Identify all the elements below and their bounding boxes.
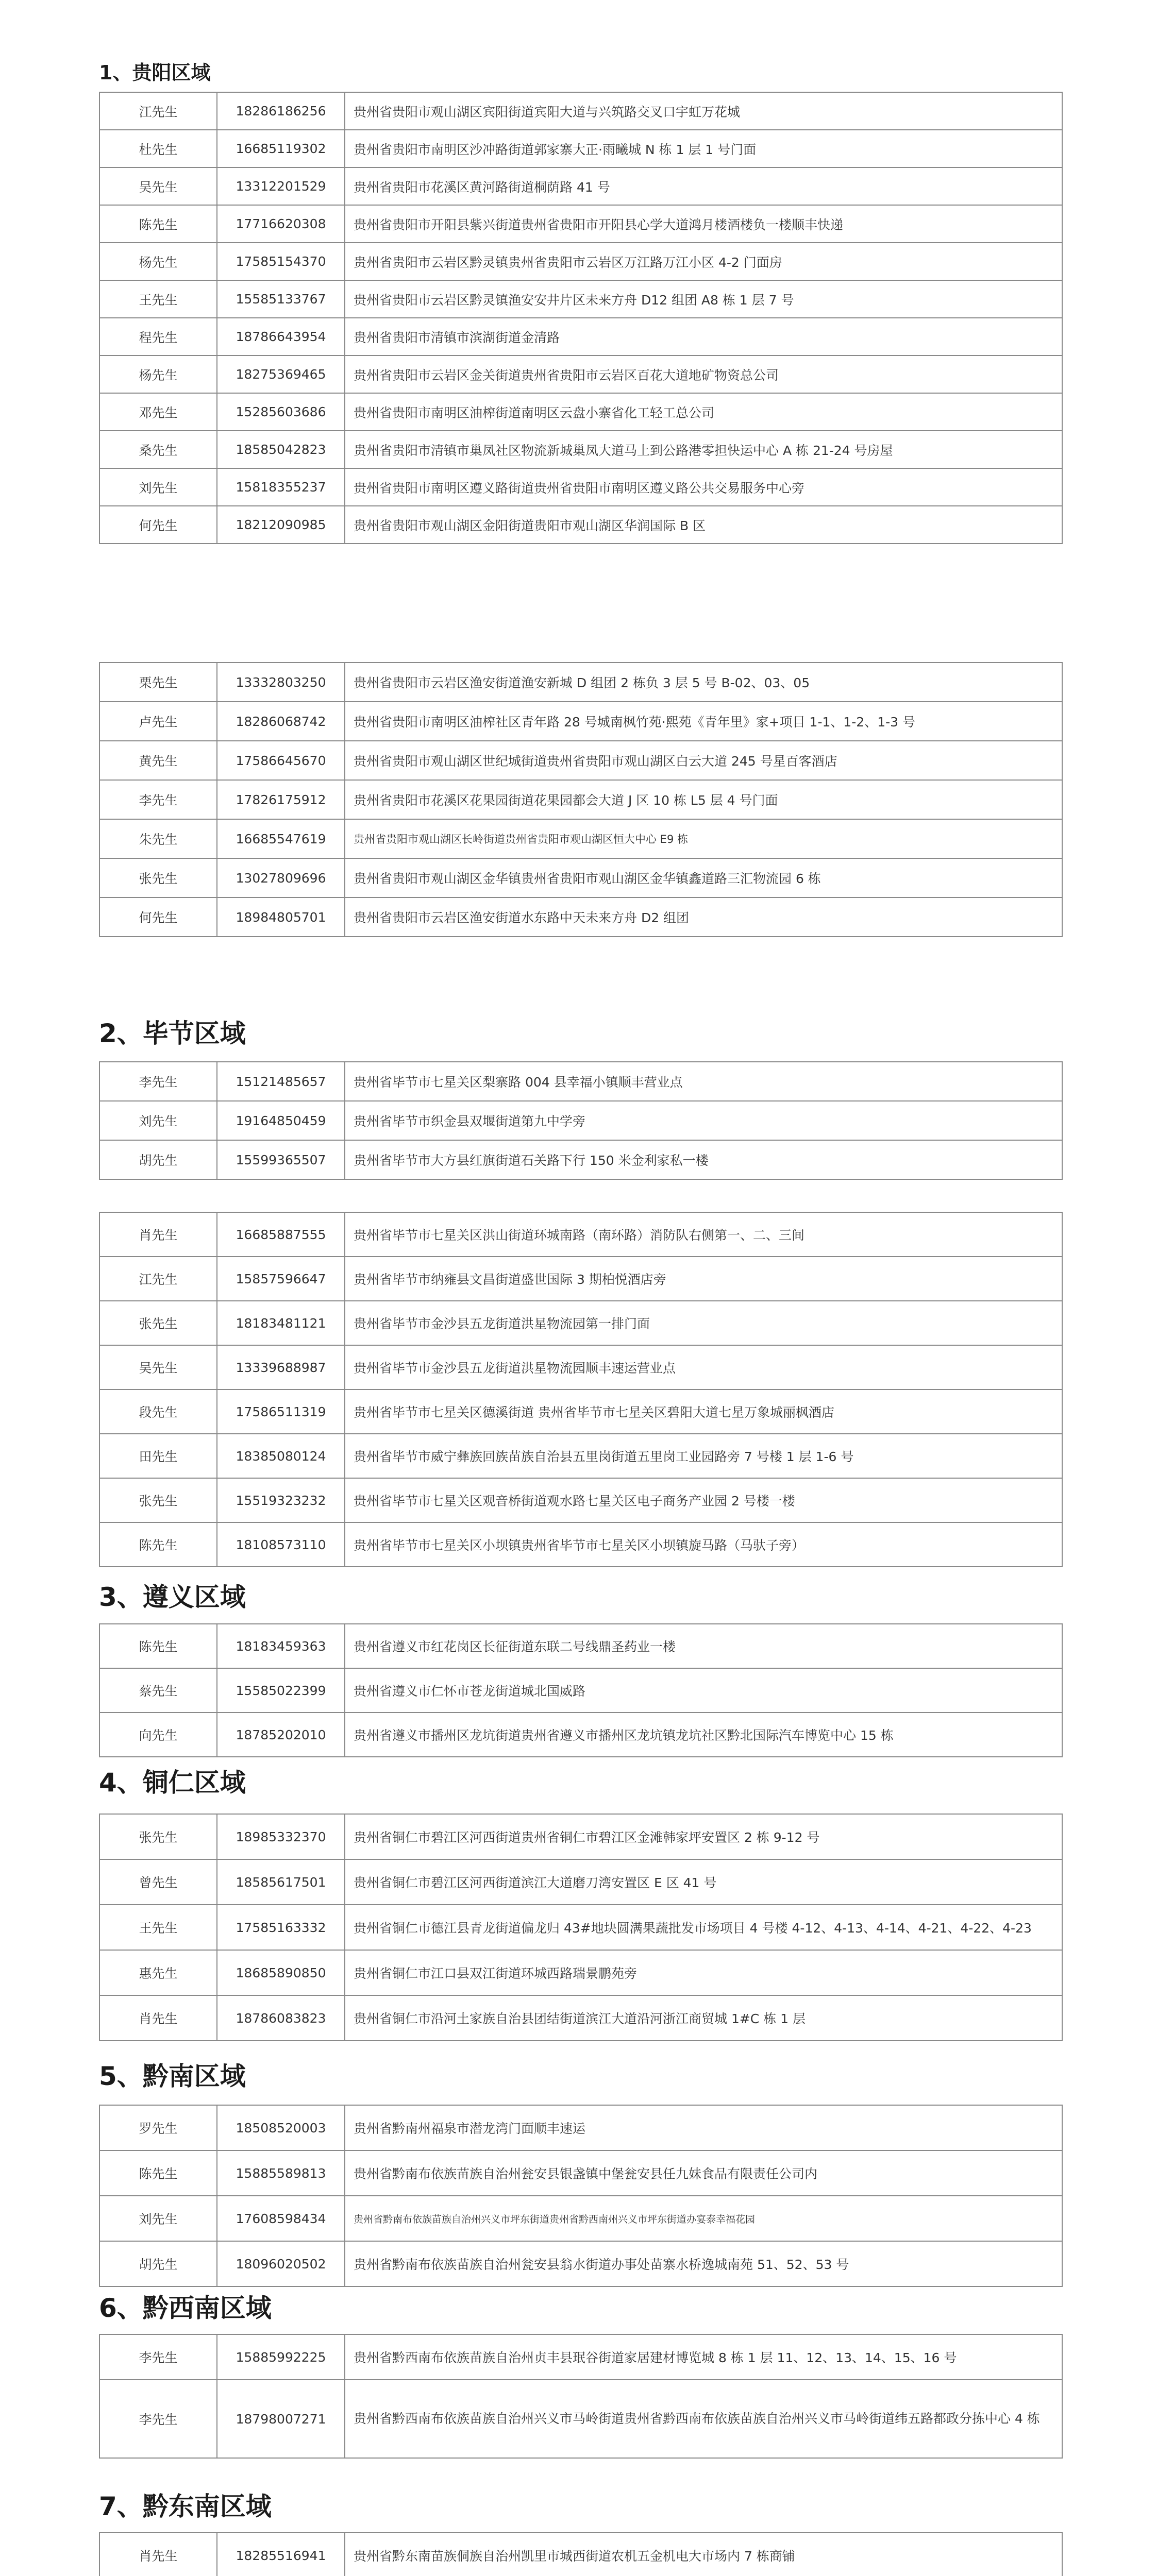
contact-phone: 17585163332 xyxy=(217,1905,345,1950)
contact-name: 何先生 xyxy=(99,506,217,544)
contact-phone: 15585133767 xyxy=(217,280,345,318)
contact-name: 程先生 xyxy=(99,318,217,355)
contact-address: 贵州省遵义市红花岗区长征街道东联二号线鼎圣药业一楼 xyxy=(345,1624,1062,1668)
section-title: 7、黔东南区域 xyxy=(99,2492,272,2521)
table-row xyxy=(99,1905,1062,1950)
table-row xyxy=(99,1668,1062,1713)
contact-phone: 18985332370 xyxy=(217,1814,345,1859)
table-row xyxy=(99,1257,1062,1301)
contact-phone: 18275369465 xyxy=(217,355,345,393)
contact-phone: 18385080124 xyxy=(217,1434,345,1478)
table-row xyxy=(99,858,1062,897)
contact-address: 贵州省贵阳市花溪区花果园街道花果园都会大道 J 区 10 栋 L5 层 4 号门面 xyxy=(345,780,1062,819)
table-row xyxy=(99,506,1062,544)
contact-address: 贵州省铜仁市沿河土家族自治县团结街道滨江大道沿河浙江商贸城 1#C 栋 1 层 xyxy=(345,1995,1062,2041)
table-row xyxy=(99,741,1062,780)
contact-table xyxy=(99,1814,1063,2041)
table-row xyxy=(99,243,1062,280)
table-row xyxy=(99,280,1062,318)
contact-name: 陈先生 xyxy=(99,2150,217,2196)
contact-phone: 18286068742 xyxy=(217,702,345,741)
contact-phone: 18785202010 xyxy=(217,1713,345,1757)
table-row xyxy=(99,2334,1062,2380)
table-row xyxy=(99,2380,1062,2458)
contact-phone: 17586511319 xyxy=(217,1389,345,1434)
table-row xyxy=(99,1995,1062,2041)
contact-address: 贵州省贵阳市云岩区黔灵镇贵州省贵阳市云岩区万江路万江小区 4-2 门面房 xyxy=(345,243,1062,280)
contact-address: 贵州省毕节市大方县红旗街道石关路下行 150 米金利家私一楼 xyxy=(345,1140,1062,1179)
contact-phone: 16685547619 xyxy=(217,819,345,858)
section-title: 5、黔南区域 xyxy=(99,2061,246,2091)
contact-name: 吴先生 xyxy=(99,167,217,205)
section-title: 3、遵义区域 xyxy=(99,1582,246,1612)
table-row xyxy=(99,2196,1062,2241)
contact-phone: 18285516941 xyxy=(217,2533,345,2576)
contact-phone: 18798007271 xyxy=(217,2380,345,2458)
table-row xyxy=(99,1522,1062,1567)
contact-name: 杨先生 xyxy=(99,243,217,280)
contact-name: 卢先生 xyxy=(99,702,217,741)
contact-name: 黄先生 xyxy=(99,741,217,780)
contact-name: 江先生 xyxy=(99,92,217,130)
contact-phone: 18212090985 xyxy=(217,506,345,544)
table-row xyxy=(99,1624,1062,1668)
contact-name: 张先生 xyxy=(99,1478,217,1522)
contact-address: 贵州省遵义市播州区龙坑街道贵州省遵义市播州区龙坑镇龙坑社区黔北国际汽车博览中心 15 栋 xyxy=(345,1713,1062,1757)
contact-name: 张先生 xyxy=(99,858,217,897)
contact-name: 惠先生 xyxy=(99,1950,217,1995)
table-row xyxy=(99,1389,1062,1434)
contact-address: 贵州省铜仁市德江县青龙街道偏龙归 43#地块圆满果蔬批发市场项目 4 号楼 4-12、4-13、4-14、4-21、4-22、4-23 xyxy=(345,1905,1062,1950)
section-title: 2、毕节区域 xyxy=(99,1019,246,1048)
table-row xyxy=(99,318,1062,355)
contact-address: 贵州省铜仁市江口县双江街道环城西路瑞景鹏苑旁 xyxy=(345,1950,1062,1995)
contact-address: 贵州省黔西南布依族苗族自治州贞丰县珉谷街道家居建材博览城 8 栋 1 层 11、12、13、14、15、16 号 xyxy=(345,2334,1062,2380)
table-row xyxy=(99,1713,1062,1757)
contact-phone: 17608598434 xyxy=(217,2196,345,2241)
contact-name: 张先生 xyxy=(99,1301,217,1345)
table-row xyxy=(99,431,1062,468)
contact-address: 贵州省黔南布依族苗族自治州兴义市坪东街道贵州省黔西南州兴义市坪东街道办宴泰幸福花园 xyxy=(345,2196,1062,2241)
contact-name: 段先生 xyxy=(99,1389,217,1434)
contact-address: 贵州省贵阳市观山湖区金华镇贵州省贵阳市观山湖区金华镇鑫道路三汇物流园 6 栋 xyxy=(345,858,1062,897)
table-row xyxy=(99,1345,1062,1389)
contact-name: 张先生 xyxy=(99,1814,217,1859)
contact-phone: 18286186256 xyxy=(217,92,345,130)
contact-table xyxy=(99,2532,1063,2576)
contact-address: 贵州省贵阳市花溪区黄河路街道桐荫路 41 号 xyxy=(345,167,1062,205)
contact-address: 贵州省毕节市七星关区小坝镇贵州省毕节市七星关区小坝镇旋马路（马驮子旁） xyxy=(345,1522,1062,1567)
contact-address: 贵州省贵阳市南明区遵义路街道贵州省贵阳市南明区遵义路公共交易服务中心旁 xyxy=(345,468,1062,506)
contact-phone: 15599365507 xyxy=(217,1140,345,1179)
contact-phone: 18183459363 xyxy=(217,1624,345,1668)
contact-address: 贵州省黔南布依族苗族自治州瓮安县银盏镇中堡瓮安县任九妹食品有限责任公司内 xyxy=(345,2150,1062,2196)
table-row xyxy=(99,1301,1062,1345)
contact-address: 贵州省毕节市七星关区观音桥街道观水路七星关区电子商务产业园 2 号楼一楼 xyxy=(345,1478,1062,1522)
contact-phone: 15585022399 xyxy=(217,1668,345,1713)
contact-name: 田先生 xyxy=(99,1434,217,1478)
table-row xyxy=(99,1101,1062,1140)
contact-phone: 15818355237 xyxy=(217,468,345,506)
contact-name: 胡先生 xyxy=(99,1140,217,1179)
contact-name: 桑先生 xyxy=(99,431,217,468)
contact-phone: 15885589813 xyxy=(217,2150,345,2196)
contact-phone: 13312201529 xyxy=(217,167,345,205)
contact-address: 贵州省铜仁市碧江区河西街道贵州省铜仁市碧江区金滩韩家坪安置区 2 栋 9-12 号 xyxy=(345,1814,1062,1859)
table-row xyxy=(99,1212,1062,1257)
table-row xyxy=(99,1950,1062,1995)
contact-address: 贵州省毕节市金沙县五龙街道洪星物流园顺丰速运营业点 xyxy=(345,1345,1062,1389)
contact-address: 贵州省毕节市织金县双堰街道第九中学旁 xyxy=(345,1101,1062,1140)
contact-phone: 13332803250 xyxy=(217,663,345,702)
table-row xyxy=(99,897,1062,937)
contact-address: 贵州省贵阳市南明区油榨社区青年路 28 号城南枫竹苑·熙苑《青年里》家+项目 1-1、1-2、1-3 号 xyxy=(345,702,1062,741)
contact-table xyxy=(99,2105,1063,2287)
table-row xyxy=(99,355,1062,393)
table-row xyxy=(99,1859,1062,1905)
contact-name: 蔡先生 xyxy=(99,1668,217,1713)
contact-address: 贵州省毕节市七星关区梨寨路 004 县幸福小镇顺丰营业点 xyxy=(345,1062,1062,1101)
table-row xyxy=(99,1478,1062,1522)
contact-address: 贵州省贵阳市观山湖区长岭街道贵州省贵阳市观山湖区恒大中心 E9 栋 xyxy=(345,819,1062,858)
contact-address: 贵州省贵阳市云岩区黔灵镇渔安安井片区未来方舟 D12 组团 A8 栋 1 层 7 号 xyxy=(345,280,1062,318)
contact-phone: 13339688987 xyxy=(217,1345,345,1389)
contact-table xyxy=(99,1212,1063,1567)
contact-address: 贵州省贵阳市清镇市滨湖街道金清路 xyxy=(345,318,1062,355)
contact-address: 贵州省黔南州福泉市潜龙湾门面顺丰速运 xyxy=(345,2105,1062,2150)
contact-address: 贵州省贵阳市南明区沙冲路街道郭家寨大正·雨曦城 N 栋 1 层 1 号门面 xyxy=(345,130,1062,167)
contact-name: 肖先生 xyxy=(99,2533,217,2576)
contact-phone: 18786083823 xyxy=(217,1995,345,2041)
contact-name: 陈先生 xyxy=(99,1624,217,1668)
contact-phone: 18508520003 xyxy=(217,2105,345,2150)
table-row xyxy=(99,1814,1062,1859)
contact-address: 贵州省贵阳市南明区油榨街道南明区云盘小寨省化工轻工总公司 xyxy=(345,393,1062,431)
contact-phone: 19164850459 xyxy=(217,1101,345,1140)
contact-name: 王先生 xyxy=(99,280,217,318)
contact-phone: 17585154370 xyxy=(217,243,345,280)
contact-name: 李先生 xyxy=(99,2380,217,2458)
table-row xyxy=(99,1140,1062,1179)
contact-address: 贵州省遵义市仁怀市苍龙街道城北国威路 xyxy=(345,1668,1062,1713)
contact-name: 李先生 xyxy=(99,2334,217,2380)
contact-name: 杨先生 xyxy=(99,355,217,393)
contact-table xyxy=(99,662,1063,937)
table-row xyxy=(99,1434,1062,1478)
contact-address: 贵州省贵阳市观山湖区宾阳街道宾阳大道与兴筑路交叉口宇虹万花城 xyxy=(345,92,1062,130)
section-title: 4、铜仁区域 xyxy=(99,1768,246,1798)
contact-name: 吴先生 xyxy=(99,1345,217,1389)
contact-phone: 15519323232 xyxy=(217,1478,345,1522)
contact-address: 贵州省贵阳市云岩区渔安街道水东路中天未来方舟 D2 组团 xyxy=(345,897,1062,937)
contact-address: 贵州省贵阳市云岩区金关街道贵州省贵阳市云岩区百花大道地矿物资总公司 xyxy=(345,355,1062,393)
contact-name: 陈先生 xyxy=(99,1522,217,1567)
contact-name: 王先生 xyxy=(99,1905,217,1950)
contact-name: 江先生 xyxy=(99,1257,217,1301)
contact-phone: 13027809696 xyxy=(217,858,345,897)
table-row xyxy=(99,819,1062,858)
contact-phone: 16685887555 xyxy=(217,1212,345,1257)
contact-address: 贵州省贵阳市清镇市巢凤社区物流新城巢凤大道马上到公路港零担快运中心 A 栋 21-24 号房屋 xyxy=(345,431,1062,468)
contact-address: 贵州省黔东南苗族侗族自治州凯里市城西街道农机五金机电大市场内 7 栋商铺 xyxy=(345,2533,1062,2576)
contact-phone: 16685119302 xyxy=(217,130,345,167)
section-title: 1、贵阳区域 xyxy=(99,61,211,84)
table-row xyxy=(99,2150,1062,2196)
table-row xyxy=(99,2241,1062,2286)
table-row xyxy=(99,1062,1062,1101)
contact-address: 贵州省毕节市七星关区德溪街道 贵州省毕节市七星关区碧阳大道七星万象城丽枫酒店 xyxy=(345,1389,1062,1434)
contact-address: 贵州省毕节市金沙县五龙街道洪星物流园第一排门面 xyxy=(345,1301,1062,1345)
contact-address: 贵州省毕节市七星关区洪山街道环城南路（南环路）消防队右侧第一、二、三间 xyxy=(345,1212,1062,1257)
contact-name: 李先生 xyxy=(99,780,217,819)
contact-phone: 15857596647 xyxy=(217,1257,345,1301)
contact-phone: 18685890850 xyxy=(217,1950,345,1995)
contact-phone: 17586645670 xyxy=(217,741,345,780)
contact-name: 向先生 xyxy=(99,1713,217,1757)
table-row xyxy=(99,393,1062,431)
contact-table xyxy=(99,2334,1063,2459)
table-row xyxy=(99,663,1062,702)
contact-address: 贵州省贵阳市开阳县紫兴街道贵州省贵阳市开阳县心学大道鸿月楼酒楼负一楼顺丰快递 xyxy=(345,205,1062,243)
contact-phone: 18984805701 xyxy=(217,897,345,937)
contact-phone: 18183481121 xyxy=(217,1301,345,1345)
contact-phone: 17826175912 xyxy=(217,780,345,819)
contact-name: 栗先生 xyxy=(99,663,217,702)
contact-phone: 18096020502 xyxy=(217,2241,345,2286)
contact-table xyxy=(99,92,1063,544)
contact-name: 肖先生 xyxy=(99,1212,217,1257)
contact-name: 胡先生 xyxy=(99,2241,217,2286)
contact-phone: 15885992225 xyxy=(217,2334,345,2380)
contact-phone: 18585042823 xyxy=(217,431,345,468)
table-row xyxy=(99,2533,1062,2576)
contact-name: 罗先生 xyxy=(99,2105,217,2150)
contact-address: 贵州省贵阳市云岩区渔安街道渔安新城 D 组团 2 栋负 3 层 5 号 B-02、03、05 xyxy=(345,663,1062,702)
contact-phone: 18786643954 xyxy=(217,318,345,355)
contact-address: 贵州省贵阳市观山湖区世纪城街道贵州省贵阳市观山湖区白云大道 245 号星百客酒店 xyxy=(345,741,1062,780)
table-row xyxy=(99,702,1062,741)
contact-name: 朱先生 xyxy=(99,819,217,858)
contact-phone: 15121485657 xyxy=(217,1062,345,1101)
section-title: 6、黔西南区域 xyxy=(99,2293,272,2323)
table-row xyxy=(99,2105,1062,2150)
contact-name: 曾先生 xyxy=(99,1859,217,1905)
contact-name: 杜先生 xyxy=(99,130,217,167)
table-row xyxy=(99,130,1062,167)
contact-phone: 18585617501 xyxy=(217,1859,345,1905)
contact-name: 肖先生 xyxy=(99,1995,217,2041)
contact-name: 刘先生 xyxy=(99,2196,217,2241)
table-row xyxy=(99,92,1062,130)
contact-address: 贵州省黔西南布依族苗族自治州兴义市马岭街道贵州省黔西南布依族苗族自治州兴义市马岭街道纬五路都政分拣中心 4 栋 xyxy=(345,2380,1062,2458)
contact-table xyxy=(99,1061,1063,1180)
table-row xyxy=(99,205,1062,243)
table-row xyxy=(99,167,1062,205)
contact-phone: 15285603686 xyxy=(217,393,345,431)
contact-name: 陈先生 xyxy=(99,205,217,243)
contact-name: 何先生 xyxy=(99,897,217,937)
contact-name: 邓先生 xyxy=(99,393,217,431)
contact-name: 刘先生 xyxy=(99,468,217,506)
contact-phone: 18108573110 xyxy=(217,1522,345,1567)
contact-address: 贵州省毕节市威宁彝族回族苗族自治县五里岗街道五里岗工业园路旁 7 号楼 1 层 1-6 号 xyxy=(345,1434,1062,1478)
contact-name: 刘先生 xyxy=(99,1101,217,1140)
contact-address: 贵州省贵阳市观山湖区金阳街道贵阳市观山湖区华润国际 B 区 xyxy=(345,506,1062,544)
contact-phone: 17716620308 xyxy=(217,205,345,243)
contact-address: 贵州省毕节市纳雍县文昌街道盛世国际 3 期柏悦酒店旁 xyxy=(345,1257,1062,1301)
contact-address: 贵州省铜仁市碧江区河西街道滨江大道磨刀湾安置区 E 区 41 号 xyxy=(345,1859,1062,1905)
contact-table xyxy=(99,1623,1063,1757)
contact-name: 李先生 xyxy=(99,1062,217,1101)
table-row xyxy=(99,780,1062,819)
table-row xyxy=(99,468,1062,506)
contact-address: 贵州省黔南布依族苗族自治州瓮安县翁水街道办事处苗寨水桥逸城南苑 51、52、53 号 xyxy=(345,2241,1062,2286)
